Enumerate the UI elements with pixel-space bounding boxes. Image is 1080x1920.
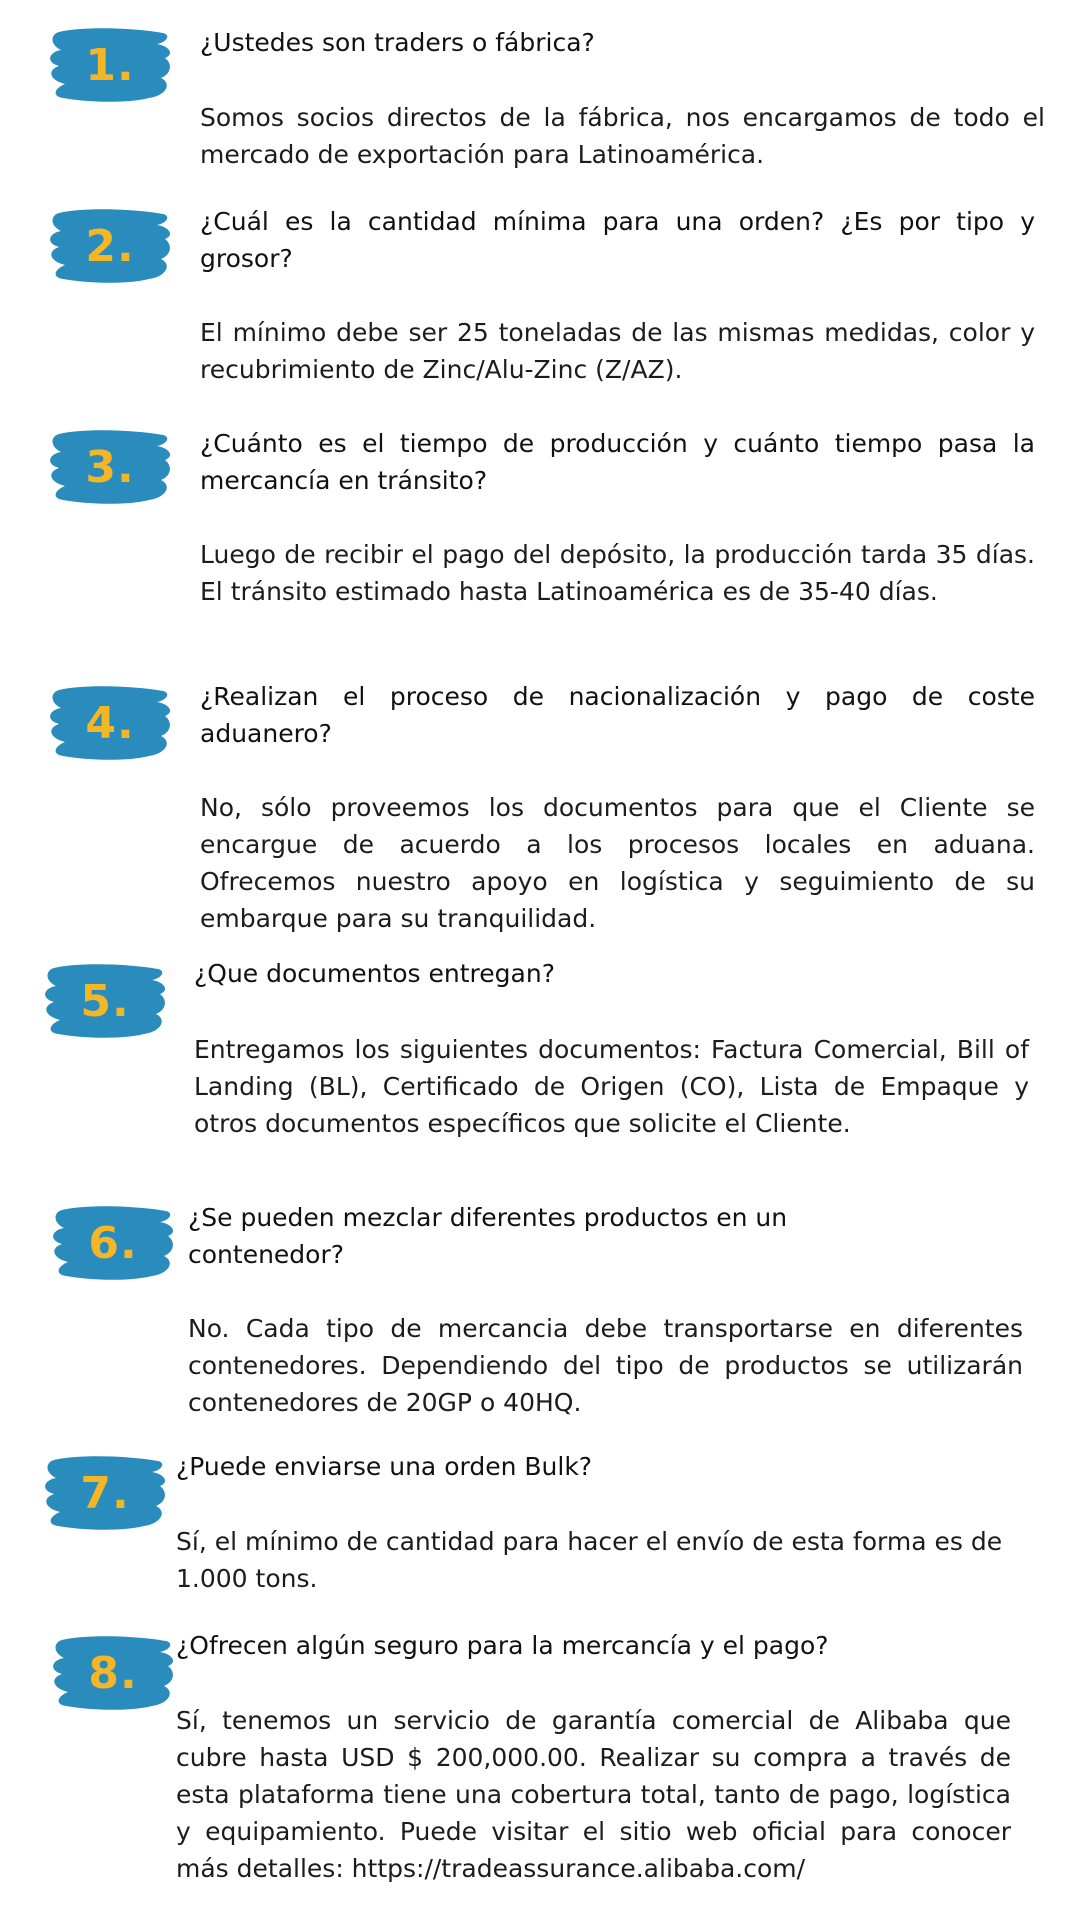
faq-question: ¿Se pueden mezclar diferentes productos en un contenedor? xyxy=(188,1203,788,1269)
faq-number: 3. xyxy=(85,441,135,493)
faq-question: ¿Cuál es la cantidad mínima para una orden? ¿Es por tipo y grosor? xyxy=(200,207,1035,273)
number-badge xyxy=(45,682,175,764)
faq-answer: Somos socios directos de la fábrica, nos encargamos de todo el mercado de exportación para Latinoamérica. xyxy=(200,103,1045,169)
faq-answer: Luego de recibir el pago del depósito, la producción tarda 35 días. El tránsito estimado hasta Latinoamérica es de 35-40 días. xyxy=(200,540,1035,606)
faq-number: 5. xyxy=(80,975,130,1027)
faq-question: ¿Puede enviarse una orden Bulk? xyxy=(176,1452,593,1481)
faq-number: 4. xyxy=(85,697,135,749)
faq-answer: No. Cada tipo de mercancia debe transportarse en diferentes contenedores. Dependiendo del tipo de productos se utilizarán contenedores de 20GP o 40HQ. xyxy=(188,1314,1023,1417)
faq-question: ¿Ustedes son traders o fábrica? xyxy=(200,28,595,57)
faq-answer: El mínimo debe ser 25 toneladas de las mismas medidas, color y recubrimiento de Zinc/Alu-Zinc (Z/AZ). xyxy=(200,318,1035,384)
number-badge xyxy=(48,1632,178,1714)
faq-question: ¿Realizan el proceso de nacionalización y pago de coste aduanero? xyxy=(200,682,1035,748)
number-badge xyxy=(48,1202,178,1284)
faq-number: 1. xyxy=(85,39,135,91)
faq-question: ¿Que documentos entregan? xyxy=(194,959,555,988)
faq-number: 7. xyxy=(80,1467,130,1519)
faq-answer: Sí, el mínimo de cantidad para hacer el envío de esta forma es de 1.000 tons. xyxy=(176,1527,1003,1593)
number-badge xyxy=(45,205,175,287)
faq-number: 2. xyxy=(85,220,135,272)
faq-number: 6. xyxy=(88,1217,138,1269)
faq-answer: Sí, tenemos un servicio de garantía comercial de Alibaba que cubre hasta USD $ 200,000.00. Realizar su compra a través de esta plataforma tiene una cobertura total, tanto de pago, logística y equipamiento. Puede visitar el sitio web oficial para conocer más detalles: https://tradeassurance.alibaba.com/ xyxy=(176,1706,1011,1883)
faq-question: ¿Cuánto es el tiempo de producción y cuánto tiempo pasa la mercancía en tránsito? xyxy=(200,429,1035,495)
number-badge xyxy=(45,24,175,106)
faq-question: ¿Ofrecen algún seguro para la mercancía y el pago? xyxy=(176,1631,829,1660)
faq-answer: No, sólo proveemos los documentos para que el Cliente se encargue de acuerdo a los procesos locales en aduana. Ofrecemos nuestro apoyo en logística y seguimiento de su embarque para su tranquilidad. xyxy=(200,793,1035,933)
number-badge xyxy=(40,1452,170,1534)
faq-answer: Entregamos los siguientes documentos: Factura Comercial, Bill of Landing (BL), Certificado de Origen (CO), Lista de Empaque y otros documentos específicos que solicite el Cliente. xyxy=(194,1035,1029,1138)
number-badge xyxy=(40,960,170,1042)
faq-number: 8. xyxy=(88,1647,138,1699)
number-badge xyxy=(45,426,175,508)
